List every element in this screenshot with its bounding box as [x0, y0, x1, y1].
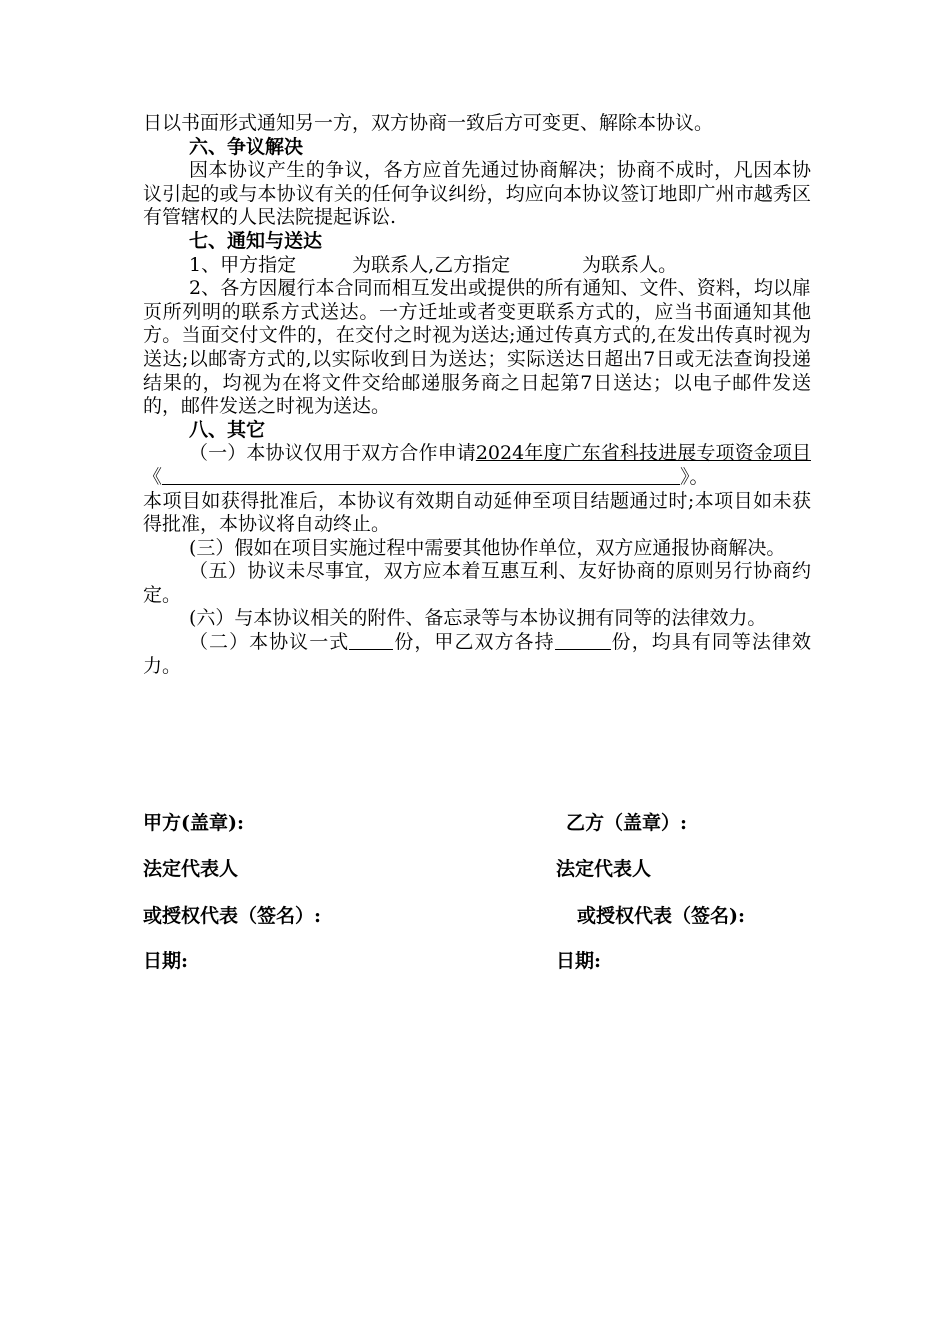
section-heading-other: 八、其它: [189, 418, 266, 441]
project-name: 2024年度广东省科技进展专项资金项目: [475, 442, 811, 465]
party-a-seal: 甲方(盖章):: [143, 812, 244, 834]
dispute-paragraph: 因本协议产生的争议，各方应首先通过协商解决；协商不成时，凡因本协议引起的或与本协议有关的任何争议纠纷，均应向本协议签订地即广州市越秀区有管辖权的人民法院提起诉讼.: [143, 159, 811, 229]
other-clause-3: (三）假如在项目实施过程中需要其他协作单位，双方应通报协商解决。: [189, 536, 786, 559]
open-quote: 《: [143, 465, 163, 488]
other-clause-5: （五）协议未尽事宜，双方应本着互惠互利、友好协商的原则另行协商约定。: [143, 560, 811, 606]
copies-total-blank: [349, 631, 393, 650]
other-clause-1: [143, 442, 811, 489]
notice-contact-c: 为联系人。: [582, 253, 678, 276]
party-b-legal-rep: 法定代表人: [556, 858, 652, 880]
copies-each: 份，甲乙双方各持: [393, 631, 555, 654]
notice-contact-a: 1、甲方指定: [189, 253, 297, 276]
agreement-body: [143, 112, 811, 678]
clause-1-intro: （一）本协议仅用于双方合作申请: [189, 442, 476, 465]
other-clause-6: (六）与本协议相关的附件、备忘录等与本协议拥有同等的法律效力。: [189, 607, 767, 630]
section-heading-notice: 七、通知与送达: [189, 229, 323, 252]
party-b-seal: 乙方（盖章）:: [566, 812, 688, 834]
party-a-legal-rep: 法定代表人: [143, 858, 239, 880]
party-a-auth-rep: 或授权代表（签名）:: [143, 905, 322, 927]
notice-delivery-paragraph: 2、各方因履行本合同而相互发出或提供的所有通知、文件、资料，均以扉页所列明的联系方式送达。一方迁址或者变更联系方式的，应当书面通知其他方。当面交付文件的，在交付之时视为送达;通过传真方式的,在发出传真时视为送达;以邮寄方式的,以实际收到日为送达；实际送达日超出7日或无法查询投递结果的，均视为在将文件交给邮递服务商之日起第7日送达；以电子邮件发送的，邮件发送之时视为送达。: [143, 277, 811, 418]
continued-line: 日以书面形式通知另一方，双方协商一致后方可变更、解除本协议。: [143, 112, 714, 134]
copies-end: 份，均具有同等法律效力。: [143, 631, 811, 677]
other-clause-2: [143, 631, 811, 678]
party-b-date: 日期:: [556, 950, 602, 972]
close-quote: 》。: [680, 465, 709, 488]
copies-each-blank: [555, 631, 611, 650]
other-clause-1-cont: 本项目如获得批准后，本协议有效期自动延伸至项目结题通过时;本项目如未获得批准，本协议将自动终止。: [143, 489, 811, 536]
section-heading-dispute: 六、争议解决: [189, 135, 304, 158]
party-b-auth-rep: 或授权代表（签名):: [577, 905, 746, 927]
copies-intro: （二）本协议一式: [189, 631, 350, 654]
party-a-date: 日期:: [143, 950, 189, 972]
notice-contact-b: 为联系人,乙方指定: [352, 253, 511, 276]
project-title-blank: [162, 466, 680, 485]
notice-contact-paragraph: [143, 254, 811, 278]
